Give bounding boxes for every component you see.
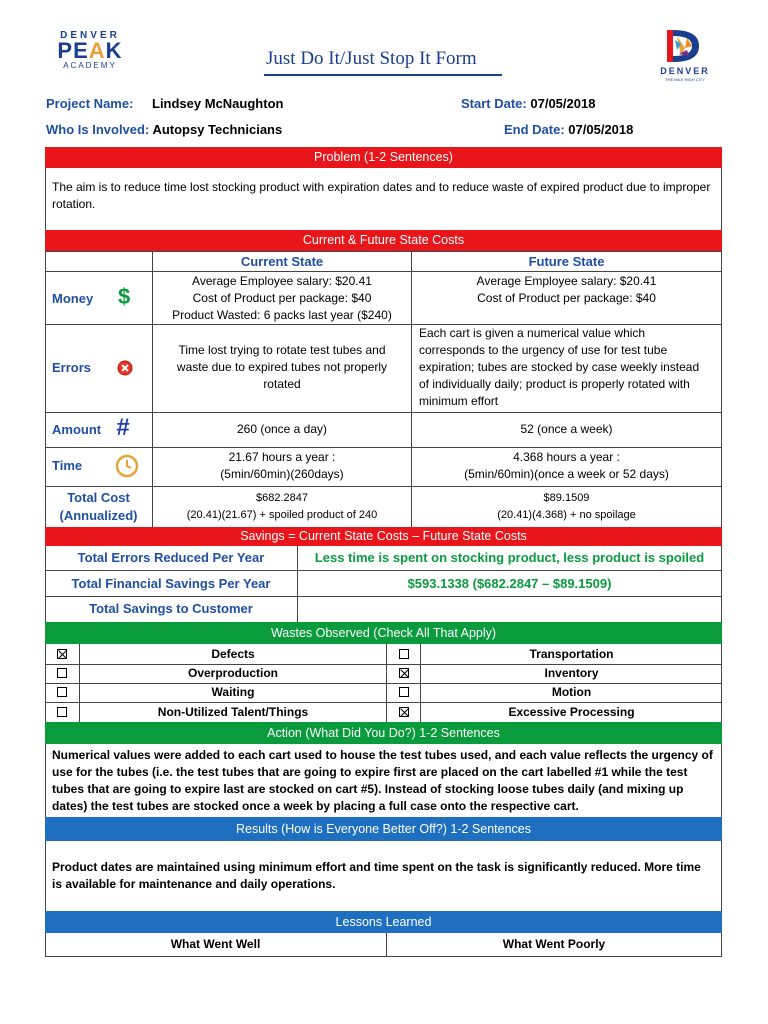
end-date-field: End Date: 07/05/2018 <box>504 122 634 137</box>
who-involved-field: Who Is Involved: Autopsy Technicians <box>46 122 283 137</box>
what-went-poorly-label: What Went Poorly <box>502 937 606 951</box>
non-utilized-talent-label: Non-Utilized Talent/Things <box>157 705 309 719</box>
defects-checkbox[interactable] <box>57 649 67 659</box>
errors-current: Time lost trying to rotate test tubes and waste due to expired tubes not properly rotated <box>176 343 388 391</box>
savings-heading: Savings = Current State Costs – Future State Costs <box>45 527 722 546</box>
time-label: Time <box>52 458 83 473</box>
waiting-checkbox[interactable] <box>57 687 67 697</box>
total-future: $89.1509 (20.41)(4.368) + no spoilage <box>497 492 636 521</box>
denver-city-logo: DENVER THE MILE HIGH CITY <box>655 26 715 86</box>
wastes-heading: Wastes Observed (Check All That Apply) <box>45 622 722 644</box>
motion-label: Motion <box>551 685 592 699</box>
time-current: 21.67 hours a year : (5min/60min)(260days) <box>220 450 344 481</box>
transportation-checkbox[interactable] <box>399 649 409 659</box>
financial-savings-value: $593.1338 ($682.2847 – $89.1509) <box>407 576 612 591</box>
waiting-label: Waiting <box>211 685 255 699</box>
motion-checkbox[interactable] <box>399 687 409 697</box>
project-name-value: Lindsey McNaughton <box>152 96 284 111</box>
lessons-heading: Lessons Learned <box>45 911 722 933</box>
start-date-field: Start Date: 07/05/2018 <box>461 96 596 111</box>
results-heading: Results (How is Everyone Better Off?) 1-2 Sentences <box>45 817 722 841</box>
denver-peak-academy-logo: DENVER PEAK ACADEMY <box>57 30 123 70</box>
customer-savings-label: Total Savings to Customer <box>89 601 253 616</box>
project-name-field: Project Name: <box>46 96 134 111</box>
money-future: Average Employee salary: $20.41 Cost of Product per package: $40 <box>476 274 657 305</box>
excessive-processing-label: Excessive Processing <box>508 705 635 719</box>
total-cost-label: Total Cost (Annualized) <box>59 490 138 523</box>
form-title: Just Do It/Just Stop It Form <box>266 48 477 69</box>
errors-reduced-value: Less time is spent on stocking product, less product is spoiled <box>314 550 705 565</box>
non-utilized-talent-checkbox[interactable] <box>57 707 67 717</box>
financial-savings-label: Total Financial Savings Per Year <box>71 576 271 591</box>
inventory-checkbox[interactable] <box>399 668 409 678</box>
hash-icon: # <box>116 414 130 441</box>
errors-future: Each cart is given a numerical value which corresponds to the urgency of use for test tube expiration; tubes are stocked by case weekly instead of individually daily; product is properly rotated with minimum effort <box>419 326 700 408</box>
current-state-header: Current State <box>240 254 324 269</box>
who-involved-value: Autopsy Technicians <box>152 122 283 137</box>
start-date-value: 07/05/2018 <box>530 96 596 111</box>
title-underline <box>264 74 502 76</box>
problem-text: The aim is to reduce time lost stocking product with expiration dates and to reduce waste of expired product due to improper rotation. <box>52 180 711 211</box>
inventory-label: Inventory <box>544 666 599 680</box>
error-x-icon <box>117 360 133 376</box>
action-heading: Action (What Did You Do?) 1-2 Sentences <box>45 722 722 744</box>
money-label: Money <box>52 291 94 306</box>
excessive-processing-checkbox[interactable] <box>399 707 409 717</box>
defects-label: Defects <box>211 647 255 661</box>
amount-current: 260 (once a day) <box>236 422 328 436</box>
overproduction-checkbox[interactable] <box>57 668 67 678</box>
dollar-icon: $ <box>118 284 131 309</box>
denver-d-icon <box>655 26 715 66</box>
results-text: Product dates are maintained using minimum effort and time spent on the task is significantly reduced. More time is available for maintenance and daily operations. <box>52 860 701 891</box>
transportation-label: Transportation <box>529 647 614 661</box>
what-went-well-label: What Went Well <box>170 937 261 951</box>
errors-reduced-label: Total Errors Reduced Per Year <box>77 550 265 565</box>
problem-heading: Problem (1-2 Sentences) <box>45 147 722 168</box>
errors-label: Errors <box>52 360 92 375</box>
clock-icon <box>115 454 139 478</box>
amount-label: Amount <box>52 422 102 437</box>
overproduction-label: Overproduction <box>187 666 278 680</box>
time-future: 4.368 hours a year : (5min/60min)(once a week or 52 days) <box>464 450 669 481</box>
amount-future: 52 (once a week) <box>520 422 613 436</box>
end-date-value: 07/05/2018 <box>568 122 634 137</box>
money-current: Average Employee salary: $20.41 Cost of Product per package: $40 Product Wasted: 6 packs last year ($240) <box>172 274 392 322</box>
action-text: Numerical values were added to each cart used to house the test tubes used, and each value reflects the urgency of use for the tubes (i.e. the test tubes that are going to expire first are placed on the cart labelled #1 while the test tubes that are going to expire last are stocked on cart #5). Instead of stocking loose tubes daily (and mixing up dates) the test tubes are stocked once a week by placing a full case onto the respective cart. <box>52 748 713 813</box>
total-current: $682.2847 (20.41)(21.67) + spoiled product of 240 <box>186 492 378 521</box>
future-state-header: Future State <box>528 254 605 269</box>
costs-heading: Current & Future State Costs <box>45 230 722 251</box>
